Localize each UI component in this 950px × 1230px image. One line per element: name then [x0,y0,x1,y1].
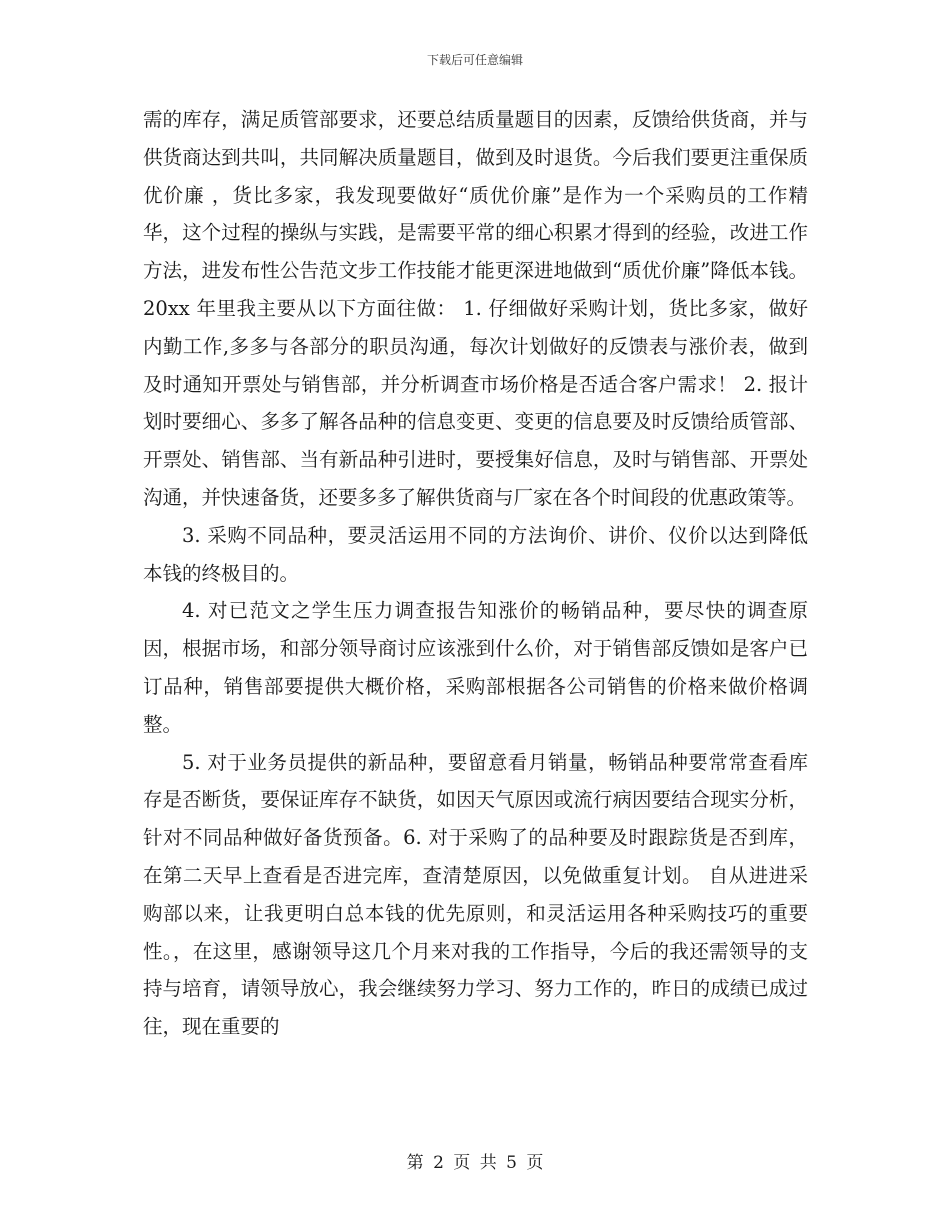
page-number: 第 2 页 共 5 页 [406,1153,544,1173]
page-header-note: 下载后可任意编辑 [426,53,523,67]
paragraph-2: 3. 采购不同品种，要灵活运用不同的方法询价、讲价、仪价以达到降低本钱的终极目的。 [143,523,808,585]
paragraph-1: 需的库存，满足质管部要求，还要总结质量题目的因素，反馈给供货商，并与供货商达到共叫，共同解决质量题目，做到及时退货。今后我们要更注重保质优价廉 ，货比多家，我发现要做好“质优价廉”是作为一个采购员的工作精华，这个过程的操纵与实践，是需要平常的细心积累才得到的经验，改进工作方法，进发布性公告范文步工作技能才能更深进地做到“质优价廉”降低本钱。20xx 年里我主要从以下方面往做： 1. 仔细做好采购计划，货比多家，做好内勤工作,多多与各部分的职员沟通，每次计划做好的反馈表与涨价表，做到及时通知开票处与销售部，并分析调查市场价格是否适合客户需求！ 2. 报计划时要细心、多多了解各品种的信息变更、变更的信息要及时反馈给质管部、开票处、销售部、当有新品种引进时，要授集好信息，及时与销售部、开票处沟通，并快速备货，还要多多了解供货商与厂家在各个时间段的优惠政策等。 [143,108,808,509]
paragraph-4: 5. 对于业务员提供的新品种，要留意看月销量，畅销品种要常常查看库存是否断货，要保证库存不缺货，如因天气原因或流行病因要结合现实分析，针对不同品种做好备货预备。6. 对于采购了的品种要及时跟踪货是否到库，在第二天早上查看是否进完库，查清楚原因，以免做重复计划。 自从进进采购部以来，让我更明白总本钱的优先原则，和灵活运用各种采购技巧的重要性。，在这里，感谢领导这几个月来对我的工作指导，今后的我还需领导的支持与培育，请领导放心，我会继续努力学习、努力工作的，昨日的成绩已成过往，现在重要的 [143,750,808,1039]
paragraph-3: 4. 对已范文之学生压力调查报告知涨价的畅销品种，要尽快的调查原因，根据市场，和部分领导商讨应该涨到什么价，对于销售部反馈如是客户已订品种，销售部要提供大概价格，采购部根据各公司销售的价格来做价格调整。 [143,599,808,736]
document-body [143,101,808,1046]
